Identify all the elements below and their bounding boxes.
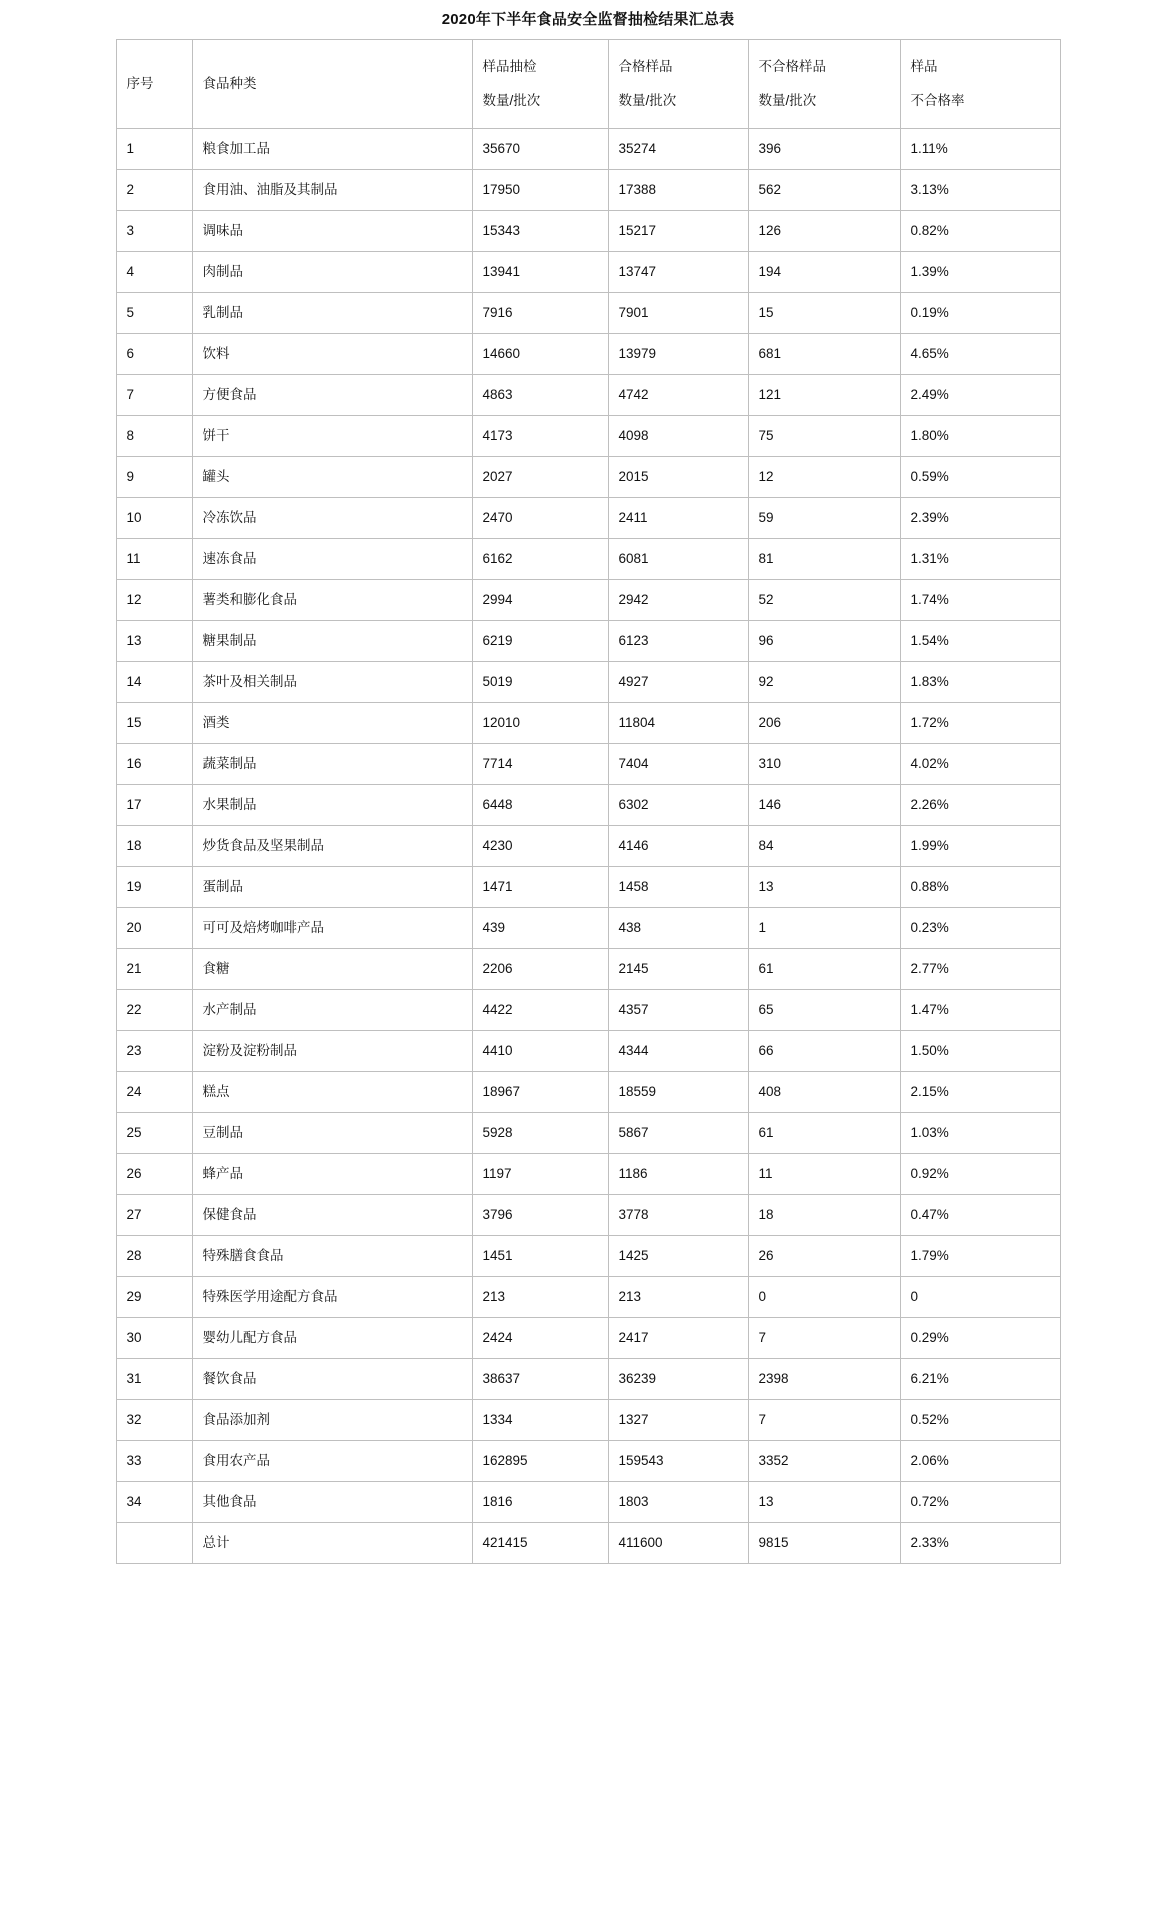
table-row: [116, 1031, 1060, 1072]
cell-category: 食用油、油脂及其制品: [192, 170, 472, 211]
cell-sampled: 35670: [472, 129, 608, 170]
cell-sampled: 1197: [472, 1154, 608, 1195]
cell-category: 豆制品: [192, 1113, 472, 1154]
cell-qualified: 11804: [608, 703, 748, 744]
cell-sampled: 7714: [472, 744, 608, 785]
page-title: 2020年下半年食品安全监督抽检结果汇总表: [441, 11, 735, 28]
table-row: [116, 170, 1060, 211]
cell-category: 粮食加工品: [192, 129, 472, 170]
table-column-header: [116, 40, 192, 129]
cell-qualified: 213: [608, 1277, 748, 1318]
cell-sampled: 4863: [472, 375, 608, 416]
cell-unqualified: 408: [748, 1072, 900, 1113]
cell-rate: 2.39%: [900, 498, 1060, 539]
cell-category: 肉制品: [192, 252, 472, 293]
table-row: [116, 1277, 1060, 1318]
cell-sampled: 213: [472, 1277, 608, 1318]
cell-category: 其他食品: [192, 1482, 472, 1523]
cell-unqualified: 3352: [748, 1441, 900, 1482]
cell-sampled: 13941: [472, 252, 608, 293]
cell-rate: 1.99%: [900, 826, 1060, 867]
cell-no: 23: [116, 1031, 192, 1072]
cell-category: 炒货食品及坚果制品: [192, 826, 472, 867]
cell-qualified: 15217: [608, 211, 748, 252]
cell-no: 28: [116, 1236, 192, 1277]
cell-qualified: 4742: [608, 375, 748, 416]
table-total-row: [116, 1523, 1060, 1564]
cell-category: 薯类和膨化食品: [192, 580, 472, 621]
table-row: [116, 457, 1060, 498]
cell-qualified: 4357: [608, 990, 748, 1031]
cell-category: 水产制品: [192, 990, 472, 1031]
cell-sampled: 5928: [472, 1113, 608, 1154]
cell-rate: 2.06%: [900, 1441, 1060, 1482]
cell-qualified: 1186: [608, 1154, 748, 1195]
cell-no: 16: [116, 744, 192, 785]
cell-sampled: 439: [472, 908, 608, 949]
cell-sampled: 3796: [472, 1195, 608, 1236]
cell-category: 乳制品: [192, 293, 472, 334]
cell-unqualified: 121: [748, 375, 900, 416]
cell-category: 蛋制品: [192, 867, 472, 908]
cell-rate: 1.79%: [900, 1236, 1060, 1277]
cell-rate: 0: [900, 1277, 1060, 1318]
cell-sampled: 1334: [472, 1400, 608, 1441]
cell-category: 食用农产品: [192, 1441, 472, 1482]
cell-unqualified: 396: [748, 129, 900, 170]
cell-no: 24: [116, 1072, 192, 1113]
cell-qualified: 4927: [608, 662, 748, 703]
cell-category: 特殊膳食食品: [192, 1236, 472, 1277]
cell-category: 食糖: [192, 949, 472, 990]
cell-no: 32: [116, 1400, 192, 1441]
cell-category: 方便食品: [192, 375, 472, 416]
cell-unqualified: 310: [748, 744, 900, 785]
cell-qualified: 2145: [608, 949, 748, 990]
cell-unqualified: 9815: [748, 1523, 900, 1564]
table-row: [116, 908, 1060, 949]
table-column-header: [608, 40, 748, 129]
cell-sampled: 162895: [472, 1441, 608, 1482]
table-header-row: [116, 40, 1060, 129]
table-row: [116, 334, 1060, 375]
cell-sampled: 2424: [472, 1318, 608, 1359]
cell-qualified: 4098: [608, 416, 748, 457]
table-row: [116, 498, 1060, 539]
cell-unqualified: 11: [748, 1154, 900, 1195]
table-column-header-line: 不合格率: [910, 92, 965, 108]
cell-category: 蜂产品: [192, 1154, 472, 1195]
table-row: [116, 580, 1060, 621]
cell-no: 18: [116, 826, 192, 867]
table-row: [116, 1441, 1060, 1482]
table-row: [116, 1482, 1060, 1523]
cell-no: 4: [116, 252, 192, 293]
cell-unqualified: 1: [748, 908, 900, 949]
cell-sampled: 7916: [472, 293, 608, 334]
cell-rate: 0.29%: [900, 1318, 1060, 1359]
cell-sampled: 421415: [472, 1523, 608, 1564]
table-column-header-line: 合格样品: [618, 59, 673, 75]
cell-category: 调味品: [192, 211, 472, 252]
cell-unqualified: 66: [748, 1031, 900, 1072]
cell-category: 水果制品: [192, 785, 472, 826]
cell-rate: 1.50%: [900, 1031, 1060, 1072]
cell-qualified: 4146: [608, 826, 748, 867]
cell-qualified: 2015: [608, 457, 748, 498]
cell-no: 30: [116, 1318, 192, 1359]
table-row: [116, 662, 1060, 703]
cell-qualified: 438: [608, 908, 748, 949]
cell-rate: 0.72%: [900, 1482, 1060, 1523]
table-column-header-line: 数量/批次: [482, 92, 541, 108]
table-row: [116, 867, 1060, 908]
cell-rate: 2.77%: [900, 949, 1060, 990]
cell-category: 可可及焙烤咖啡产品: [192, 908, 472, 949]
cell-sampled: 18967: [472, 1072, 608, 1113]
cell-qualified: 13979: [608, 334, 748, 375]
cell-qualified: 2417: [608, 1318, 748, 1359]
table-column-header: [472, 40, 608, 129]
cell-unqualified: 2398: [748, 1359, 900, 1400]
table-body: [116, 129, 1060, 1564]
cell-category: 速冻食品: [192, 539, 472, 580]
cell-unqualified: 12: [748, 457, 900, 498]
cell-qualified: 1458: [608, 867, 748, 908]
cell-category: 特殊医学用途配方食品: [192, 1277, 472, 1318]
cell-unqualified: 61: [748, 949, 900, 990]
table-column-header-line: 样品抽检: [482, 59, 537, 75]
cell-unqualified: 65: [748, 990, 900, 1031]
cell-no: 21: [116, 949, 192, 990]
cell-category: 食品添加剂: [192, 1400, 472, 1441]
cell-sampled: 12010: [472, 703, 608, 744]
cell-sampled: 6162: [472, 539, 608, 580]
table-row: [116, 539, 1060, 580]
cell-no: 14: [116, 662, 192, 703]
cell-no: 13: [116, 621, 192, 662]
table-column-header-line: 不合格样品: [758, 59, 826, 75]
cell-no: 7: [116, 375, 192, 416]
cell-unqualified: 26: [748, 1236, 900, 1277]
cell-rate: 6.21%: [900, 1359, 1060, 1400]
cell-unqualified: 126: [748, 211, 900, 252]
cell-qualified: 17388: [608, 170, 748, 211]
cell-rate: 1.54%: [900, 621, 1060, 662]
table-row: [116, 621, 1060, 662]
cell-category: 婴幼儿配方食品: [192, 1318, 472, 1359]
cell-sampled: 2470: [472, 498, 608, 539]
cell-sampled: 4230: [472, 826, 608, 867]
table-row: [116, 744, 1060, 785]
cell-category: 总计: [192, 1523, 472, 1564]
cell-no: 9: [116, 457, 192, 498]
cell-category: 冷冻饮品: [192, 498, 472, 539]
cell-sampled: 1451: [472, 1236, 608, 1277]
cell-unqualified: 52: [748, 580, 900, 621]
cell-sampled: 6448: [472, 785, 608, 826]
cell-sampled: 15343: [472, 211, 608, 252]
cell-rate: 4.65%: [900, 334, 1060, 375]
cell-unqualified: 59: [748, 498, 900, 539]
cell-unqualified: 96: [748, 621, 900, 662]
cell-unqualified: 0: [748, 1277, 900, 1318]
cell-qualified: 36239: [608, 1359, 748, 1400]
cell-no: 11: [116, 539, 192, 580]
cell-qualified: 411600: [608, 1523, 748, 1564]
table-row: [116, 375, 1060, 416]
inspection-summary-table: [116, 39, 1061, 1564]
cell-qualified: 1803: [608, 1482, 748, 1523]
cell-unqualified: 206: [748, 703, 900, 744]
cell-rate: 2.49%: [900, 375, 1060, 416]
cell-qualified: 7404: [608, 744, 748, 785]
cell-rate: 1.47%: [900, 990, 1060, 1031]
cell-category: 罐头: [192, 457, 472, 498]
cell-no: 6: [116, 334, 192, 375]
cell-category: 餐饮食品: [192, 1359, 472, 1400]
cell-category: 淀粉及淀粉制品: [192, 1031, 472, 1072]
cell-category: 蔬菜制品: [192, 744, 472, 785]
cell-sampled: 2206: [472, 949, 608, 990]
cell-qualified: 18559: [608, 1072, 748, 1113]
cell-rate: 1.83%: [900, 662, 1060, 703]
cell-rate: 1.72%: [900, 703, 1060, 744]
cell-category: 饮料: [192, 334, 472, 375]
table-row: [116, 416, 1060, 457]
cell-sampled: 4410: [472, 1031, 608, 1072]
cell-no: 22: [116, 990, 192, 1031]
table-row: [116, 1359, 1060, 1400]
cell-qualified: 6081: [608, 539, 748, 580]
cell-sampled: 38637: [472, 1359, 608, 1400]
cell-qualified: 1425: [608, 1236, 748, 1277]
cell-no: 19: [116, 867, 192, 908]
table-row: [116, 703, 1060, 744]
cell-sampled: 4422: [472, 990, 608, 1031]
cell-no: 8: [116, 416, 192, 457]
table-row: [116, 1113, 1060, 1154]
table-column-header-line: 数量/批次: [758, 92, 817, 108]
cell-category: 保健食品: [192, 1195, 472, 1236]
cell-rate: 0.92%: [900, 1154, 1060, 1195]
cell-no: 17: [116, 785, 192, 826]
cell-unqualified: 7: [748, 1400, 900, 1441]
cell-sampled: 1471: [472, 867, 608, 908]
cell-rate: 1.80%: [900, 416, 1060, 457]
cell-sampled: 6219: [472, 621, 608, 662]
cell-category: 糖果制品: [192, 621, 472, 662]
cell-unqualified: 84: [748, 826, 900, 867]
cell-qualified: 7901: [608, 293, 748, 334]
cell-no: 29: [116, 1277, 192, 1318]
table-row: [116, 1072, 1060, 1113]
cell-category: 酒类: [192, 703, 472, 744]
table-row: [116, 1195, 1060, 1236]
cell-sampled: 2994: [472, 580, 608, 621]
table-column-header: [900, 40, 1060, 129]
cell-sampled: 4173: [472, 416, 608, 457]
cell-sampled: 2027: [472, 457, 608, 498]
cell-unqualified: 81: [748, 539, 900, 580]
cell-qualified: 35274: [608, 129, 748, 170]
cell-qualified: 13747: [608, 252, 748, 293]
cell-unqualified: 562: [748, 170, 900, 211]
cell-category: 糕点: [192, 1072, 472, 1113]
table-row: [116, 252, 1060, 293]
table-row: [116, 293, 1060, 334]
cell-unqualified: 13: [748, 867, 900, 908]
cell-sampled: 5019: [472, 662, 608, 703]
cell-unqualified: 15: [748, 293, 900, 334]
cell-no: 33: [116, 1441, 192, 1482]
cell-rate: 2.26%: [900, 785, 1060, 826]
cell-unqualified: 92: [748, 662, 900, 703]
cell-rate: 1.11%: [900, 129, 1060, 170]
cell-rate: 1.03%: [900, 1113, 1060, 1154]
cell-no: 10: [116, 498, 192, 539]
cell-category: 饼干: [192, 416, 472, 457]
cell-sampled: 14660: [472, 334, 608, 375]
table-column-header: [748, 40, 900, 129]
cell-rate: 2.33%: [900, 1523, 1060, 1564]
cell-unqualified: 75: [748, 416, 900, 457]
cell-no: 15: [116, 703, 192, 744]
cell-unqualified: 61: [748, 1113, 900, 1154]
cell-qualified: 6302: [608, 785, 748, 826]
table-header: [116, 40, 1060, 129]
cell-qualified: 3778: [608, 1195, 748, 1236]
cell-rate: 3.13%: [900, 170, 1060, 211]
cell-rate: 0.52%: [900, 1400, 1060, 1441]
cell-no: [116, 1523, 192, 1564]
cell-qualified: 5867: [608, 1113, 748, 1154]
table-row: [116, 1236, 1060, 1277]
cell-no: 1: [116, 129, 192, 170]
cell-rate: 0.23%: [900, 908, 1060, 949]
table-column-header-line: 数量/批次: [618, 92, 677, 108]
cell-no: 2: [116, 170, 192, 211]
cell-no: 34: [116, 1482, 192, 1523]
cell-rate: 0.47%: [900, 1195, 1060, 1236]
cell-no: 20: [116, 908, 192, 949]
cell-rate: 1.31%: [900, 539, 1060, 580]
cell-rate: 0.88%: [900, 867, 1060, 908]
cell-no: 25: [116, 1113, 192, 1154]
cell-no: 12: [116, 580, 192, 621]
cell-rate: 2.15%: [900, 1072, 1060, 1113]
cell-unqualified: 13: [748, 1482, 900, 1523]
cell-no: 26: [116, 1154, 192, 1195]
cell-qualified: 159543: [608, 1441, 748, 1482]
table-row: [116, 785, 1060, 826]
cell-rate: 0.82%: [900, 211, 1060, 252]
table-column-header-line: 序号: [126, 75, 154, 91]
table-row: [116, 1318, 1060, 1359]
table-column-header-line: 食品种类: [202, 75, 257, 91]
cell-unqualified: 681: [748, 334, 900, 375]
cell-sampled: 17950: [472, 170, 608, 211]
table-row: [116, 826, 1060, 867]
cell-no: 27: [116, 1195, 192, 1236]
cell-qualified: 6123: [608, 621, 748, 662]
table-row: [116, 1154, 1060, 1195]
cell-rate: 1.74%: [900, 580, 1060, 621]
cell-rate: 0.59%: [900, 457, 1060, 498]
table-row: [116, 211, 1060, 252]
cell-rate: 1.39%: [900, 252, 1060, 293]
table-row: [116, 990, 1060, 1031]
cell-no: 5: [116, 293, 192, 334]
table-column-header-line: 样品: [910, 59, 938, 75]
table-row: [116, 1400, 1060, 1441]
cell-unqualified: 18: [748, 1195, 900, 1236]
cell-no: 3: [116, 211, 192, 252]
cell-qualified: 1327: [608, 1400, 748, 1441]
cell-unqualified: 7: [748, 1318, 900, 1359]
cell-category: 茶叶及相关制品: [192, 662, 472, 703]
cell-rate: 0.19%: [900, 293, 1060, 334]
table-container: [0, 39, 1176, 1576]
table-row: [116, 949, 1060, 990]
table-column-header: [192, 40, 472, 129]
cell-qualified: 2942: [608, 580, 748, 621]
cell-qualified: 2411: [608, 498, 748, 539]
table-row: [116, 129, 1060, 170]
cell-sampled: 1816: [472, 1482, 608, 1523]
cell-rate: 4.02%: [900, 744, 1060, 785]
cell-unqualified: 194: [748, 252, 900, 293]
cell-qualified: 4344: [608, 1031, 748, 1072]
cell-unqualified: 146: [748, 785, 900, 826]
cell-no: 31: [116, 1359, 192, 1400]
